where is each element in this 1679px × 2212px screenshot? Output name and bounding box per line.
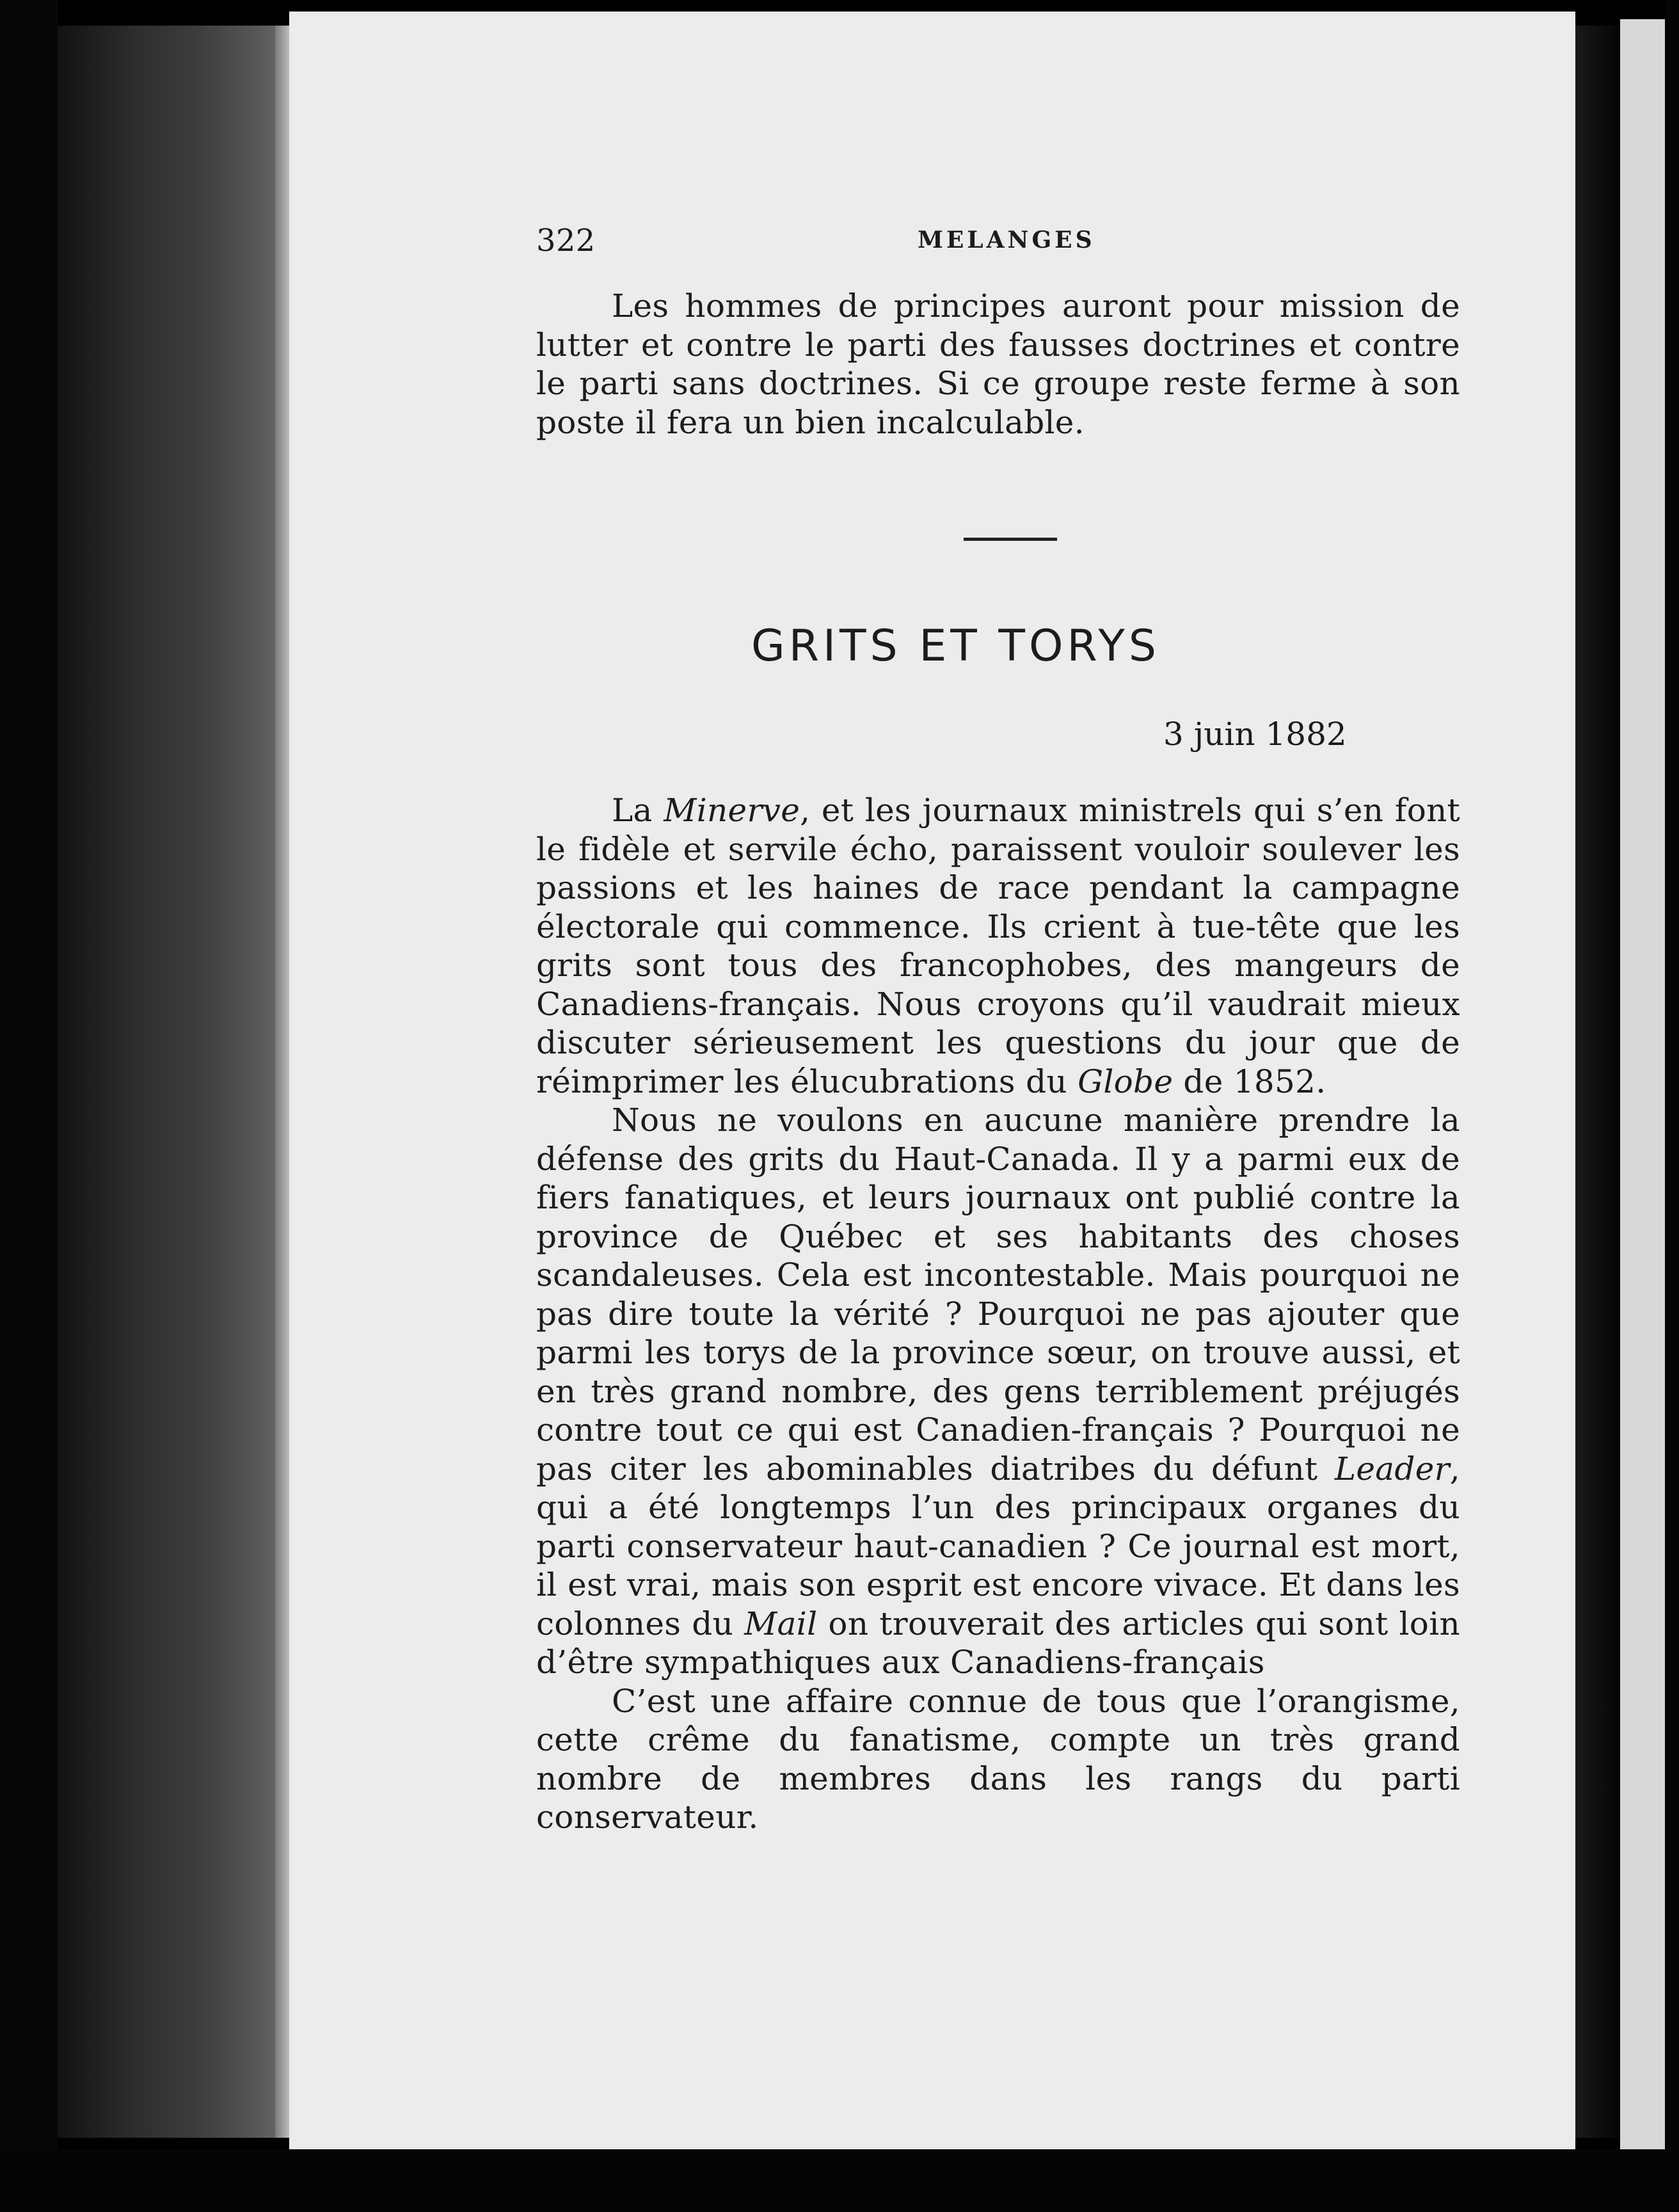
article-paragraph-3: C’est une affaire connue de tous que l’orangisme, cette crême du fanatisme, compte un très grand nombre de membres dans les rangs du parti conservateur. <box>536 1682 1460 1836</box>
p2-newspaper-mail: Mail <box>744 1605 818 1642</box>
article-date: 3 juin 1882 <box>1163 716 1347 753</box>
article-title: GRITS ET TORYS <box>751 621 1161 671</box>
film-border-left <box>0 0 58 2212</box>
article-paragraph-2 <box>536 1101 1460 1682</box>
section-divider-rule <box>964 538 1057 541</box>
p1-newspaper-globe: Globe <box>1078 1062 1174 1100</box>
intro-paragraph-block <box>536 287 1460 442</box>
film-border-bottom <box>0 2149 1679 2212</box>
film-border-right <box>1665 0 1679 2212</box>
p1-text-a: La <box>612 792 664 829</box>
article-paragraph-1 <box>536 791 1460 1101</box>
intro-paragraph: Les hommes de principes auront pour mission de lutter et contre le parti des fausses doctrines et contre le parti sans doctrines. Si ce groupe reste ferme à son poste il fera un bien incalculable. <box>536 287 1460 441</box>
page-number: 322 <box>536 223 596 259</box>
article-body <box>536 791 1460 1837</box>
p2-text-e: on trouverait des articles qui sont loin d’être sympathiques aux Canadiens-français <box>536 1605 1460 1681</box>
gutter-shadow-right <box>1575 26 1620 2138</box>
adjacent-page-edge <box>1620 19 1665 2170</box>
page-header <box>536 223 1099 261</box>
page-stack-edge <box>275 26 289 2138</box>
p2-newspaper-leader: Leader <box>1334 1450 1450 1487</box>
p1-newspaper-minerve: Minerve <box>664 792 800 829</box>
running-head: MELANGES <box>918 227 1095 253</box>
p1-text-c: , et les journaux ministrels qui s’en font le fidèle et servile écho, paraissent vouloir soulever les passions et les haines de race pendant la campagne électorale qui commence. Ils crient à tue-tête que les grits sont tous des francophobes, des mangeurs de Canadiens-français. Nous croyons qu’il vaudrait mieux discuter sérieusement les questions du jour que de réimprimer les élucubrations du <box>536 792 1460 1100</box>
book-spine <box>58 26 288 2138</box>
p2-text-c: , qui a été longtemps l’un des principaux organes du parti conservateur haut-canadien ? Ce journal est mort, il est vrai, mais son esprit est encore vivace. Et dans les colonnes du <box>536 1450 1460 1642</box>
p2-text-a: Nous ne voulons en aucune manière prendre la défense des grits du Haut-Canada. Il y a parmi eux de fiers fanatiques, et leurs journaux ont publié contre la province de Québec et ses habitants des choses scandaleuses. Cela est incontestable. Mais pourquoi ne pas dire toute la vérité ? Pourquoi ne pas ajouter que parmi les torys de la province sœur, on trouve aussi, et en très grand nombre, des gens terriblement préjugés contre tout ce qui est Canadien-français ? Pourquoi ne pas citer les abominables diatribes du défunt <box>536 1102 1460 1487</box>
p1-text-e: de 1852. <box>1173 1062 1326 1100</box>
